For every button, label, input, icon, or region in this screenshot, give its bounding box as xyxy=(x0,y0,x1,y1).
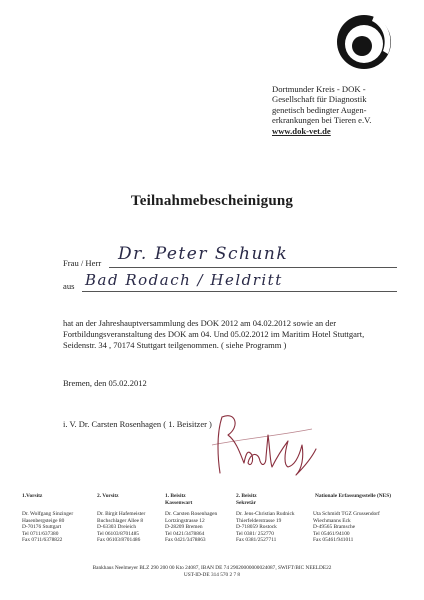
participant-name-handwriting: Dr. Peter Schunk xyxy=(118,244,289,264)
handwritten-signature xyxy=(192,405,322,485)
org-name: Dortmunder Kreis - DOK - xyxy=(272,84,366,94)
board-line: Fax 0381/2527711 xyxy=(236,537,277,544)
salutation-label: Frau / Herr xyxy=(63,258,102,268)
org-line-4: erkrankungen bei Tieren e.V. xyxy=(272,115,372,126)
board-line: D-70176 Stuttgart xyxy=(22,524,62,531)
participant-place-handwriting: Bad Rodach / Heldritt xyxy=(85,271,283,289)
vat-id: UST-ID-DE 314 570 2 7 8 xyxy=(183,571,241,578)
place-underline xyxy=(82,291,397,292)
org-website-link[interactable]: www.dok-vet.de xyxy=(272,125,331,136)
board-line: Wiechmanns Eck xyxy=(313,517,351,524)
board-line: D-718059 Rostock xyxy=(236,524,277,531)
body-line-2: Fortbildungsveranstaltung des DOK am 04. Und 05.02.2012 im Maritim Hotel Stuttgart, xyxy=(63,329,365,339)
board-line: Uta Schmidt TGZ Grussendorf xyxy=(313,511,380,517)
board-line: Tel 0381/ 252770 xyxy=(236,530,274,537)
name-underline xyxy=(109,267,397,268)
board-column-2 xyxy=(97,493,167,544)
bank-details: Bankhaus Neelmeyer BLZ 290 200 00 Kto 24087, IBAN DE 74 29020000000024087, SWIFT/BIC NEELDE22 xyxy=(92,565,332,571)
board-line: Fax 06103/8701486 xyxy=(97,537,141,544)
body-line-1: hat an der Jahreshauptversammlung des DOK 2012 am 04.02.2012 sowie an der xyxy=(63,318,337,328)
board-role: 2. Vorsitz xyxy=(97,493,119,499)
certificate-body xyxy=(63,318,423,351)
body-line-3: Seidenstr. 34 , 70174 Stuttgart teilgenommen. ( siehe Programm ) xyxy=(63,340,287,350)
signer-line: i. V. Dr. Carsten Rosenhagen ( 1. Beisitzer ) xyxy=(63,419,212,429)
board-line: Hasenbergsteige 80 xyxy=(22,517,65,524)
board-line: Tel 05461/94100 xyxy=(313,530,350,537)
board-column-1 xyxy=(22,493,92,544)
board-line: Fax 0711/6378822 xyxy=(22,537,63,544)
board-line: Dr. Jens-Christian Rudnick xyxy=(236,511,295,517)
board-role: 1. Beisitz Kassenwart xyxy=(165,493,193,506)
board-role: Nationale Erfassungsstelle (NES) xyxy=(314,493,392,499)
dok-logo xyxy=(334,10,398,74)
board-column-5 xyxy=(313,493,413,544)
board-line: Fax 0421/3478863 xyxy=(165,537,206,544)
bank-footer xyxy=(0,565,424,578)
board-column-3 xyxy=(165,493,235,544)
board-line: D-28209 Bremen xyxy=(165,524,203,531)
board-line: Tel 0711/637380 xyxy=(22,530,59,537)
board-line: Fax 05461/941011 xyxy=(313,537,354,544)
board-line: Buchschlager Allee 8 xyxy=(97,517,144,524)
organization-block xyxy=(272,84,422,136)
board-line: Tel 0421/3478864 xyxy=(165,530,205,537)
board-line: Dr. Carsten Rosenhagen xyxy=(165,511,218,517)
board-line: D-49565 Bramsche xyxy=(313,524,356,531)
org-line-3: genetisch bedingter Augen- xyxy=(272,104,367,115)
board-role: 2. Beisitz Sekretär xyxy=(236,493,257,506)
board-role: 1.Vorsitz xyxy=(22,493,43,499)
document-title: Teilnahmebescheinigung xyxy=(130,193,294,209)
org-line-1 xyxy=(272,84,422,94)
board-line: Dr. Birgit Hafemeister xyxy=(97,511,146,517)
board-column-4 xyxy=(236,493,308,544)
date-line: Bremen, den 05.02.2012 xyxy=(63,378,147,388)
board-line: Lortzingstrasse 12 xyxy=(165,517,205,524)
place-label: aus xyxy=(63,281,75,291)
org-line-2: Gesellschaft für Diagnostik xyxy=(272,94,367,105)
board-line: D-63303 Dreieich xyxy=(97,524,137,531)
board-line: Thierfelderstrasse 19 xyxy=(236,517,282,524)
board-line: Tel 06103/8701485 xyxy=(97,530,139,537)
board-line: Dr. Wolfgang Sinzinger xyxy=(22,511,74,517)
